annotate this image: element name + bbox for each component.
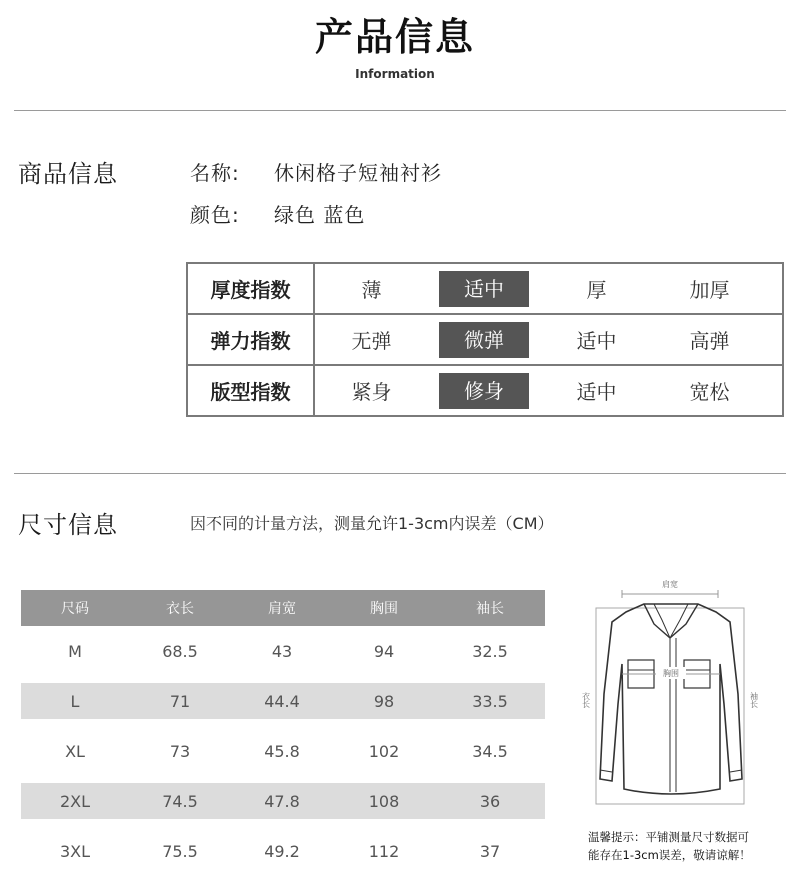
table-cell: 68.5 <box>162 641 198 661</box>
shirt-measurement-diagram <box>574 574 770 814</box>
index-name: 版型指数 <box>187 365 314 416</box>
product-info-heading: 商品信息 <box>18 160 118 188</box>
table-cell: L <box>70 691 80 711</box>
chest-label: 胸围 <box>663 669 679 678</box>
table-cell: 49.2 <box>264 841 300 861</box>
divider <box>14 473 786 474</box>
product-color-value: 绿色 蓝色 <box>274 203 366 227</box>
table-cell: 94 <box>373 641 395 661</box>
size-table <box>21 590 545 876</box>
table-row <box>21 826 545 876</box>
index-name: 弹力指数 <box>187 314 314 365</box>
index-option-selected: 微弹 <box>439 322 529 358</box>
index-table <box>186 262 784 417</box>
table-cell: 3XL <box>59 841 91 861</box>
index-row-elasticity <box>187 314 783 365</box>
table-row <box>21 626 545 676</box>
table-cell: 44.4 <box>264 691 300 711</box>
product-name-label: 名称: <box>190 161 240 185</box>
index-option: 高弹 <box>689 329 730 353</box>
table-cell: 102 <box>368 741 400 761</box>
index-row-fit <box>187 365 783 416</box>
table-cell: 37 <box>479 841 501 861</box>
table-cell: 74.5 <box>162 791 198 811</box>
table-cell: 34.5 <box>472 741 508 761</box>
product-name-value: 休闲格子短袖衬衫 <box>274 161 442 185</box>
table-cell: 32.5 <box>472 641 508 661</box>
table-row <box>21 683 545 719</box>
table-cell: 33.5 <box>472 691 508 711</box>
table-cell: 75.5 <box>162 841 198 861</box>
warm-tip-line-1: 温馨提示：平铺测量尺寸数据可 <box>588 830 749 844</box>
table-cell: 98 <box>373 691 395 711</box>
table-cell: 71 <box>169 691 191 711</box>
column-header: 胸围 <box>370 601 398 617</box>
column-header: 尺码 <box>61 601 89 617</box>
column-header: 衣长 <box>166 601 194 617</box>
index-option: 薄 <box>361 278 382 302</box>
page-title: 产品信息 <box>314 15 475 59</box>
page-subtitle: Information <box>355 67 435 81</box>
measurement-note: 因不同的计量方法，测量允许1-3cm内误差（CM） <box>190 514 554 533</box>
column-header: 袖长 <box>476 601 504 617</box>
index-option: 无弹 <box>351 329 392 353</box>
index-option: 适中 <box>576 329 617 353</box>
warm-tip <box>588 828 751 864</box>
table-cell: 43 <box>271 641 293 661</box>
table-cell: 47.8 <box>264 791 300 811</box>
product-color-label: 颜色: <box>190 203 240 227</box>
table-cell: 73 <box>169 741 191 761</box>
product-color-row <box>190 199 365 228</box>
shoulder-label: 肩宽 <box>662 580 678 589</box>
product-name-row <box>190 157 442 186</box>
table-row <box>21 783 545 819</box>
table-cell: 108 <box>368 791 400 811</box>
table-cell: 45.8 <box>264 741 300 761</box>
table-cell: XL <box>65 741 85 761</box>
sleeve-label: 袖长 <box>749 692 759 708</box>
index-option: 适中 <box>576 380 617 404</box>
index-name: 厚度指数 <box>187 263 314 314</box>
table-cell: 2XL <box>59 791 91 811</box>
index-option: 宽松 <box>689 380 730 404</box>
index-row-thickness <box>187 263 783 314</box>
table-cell: 36 <box>479 791 501 811</box>
index-option: 紧身 <box>351 380 392 404</box>
warm-tip-line-2: 能存在1-3cm误差，敬请谅解！ <box>588 848 751 862</box>
table-row <box>21 726 545 776</box>
table-cell: M <box>68 641 82 661</box>
column-header: 肩宽 <box>268 601 296 617</box>
divider <box>14 110 786 111</box>
index-option: 加厚 <box>689 278 730 302</box>
index-option-selected: 适中 <box>439 271 529 307</box>
index-option: 厚 <box>586 278 607 302</box>
index-option-selected: 修身 <box>439 373 529 409</box>
length-label: 衣长 <box>581 692 591 708</box>
size-table-header <box>21 590 545 626</box>
table-cell: 112 <box>368 841 400 861</box>
size-info-heading: 尺寸信息 <box>18 511 118 539</box>
